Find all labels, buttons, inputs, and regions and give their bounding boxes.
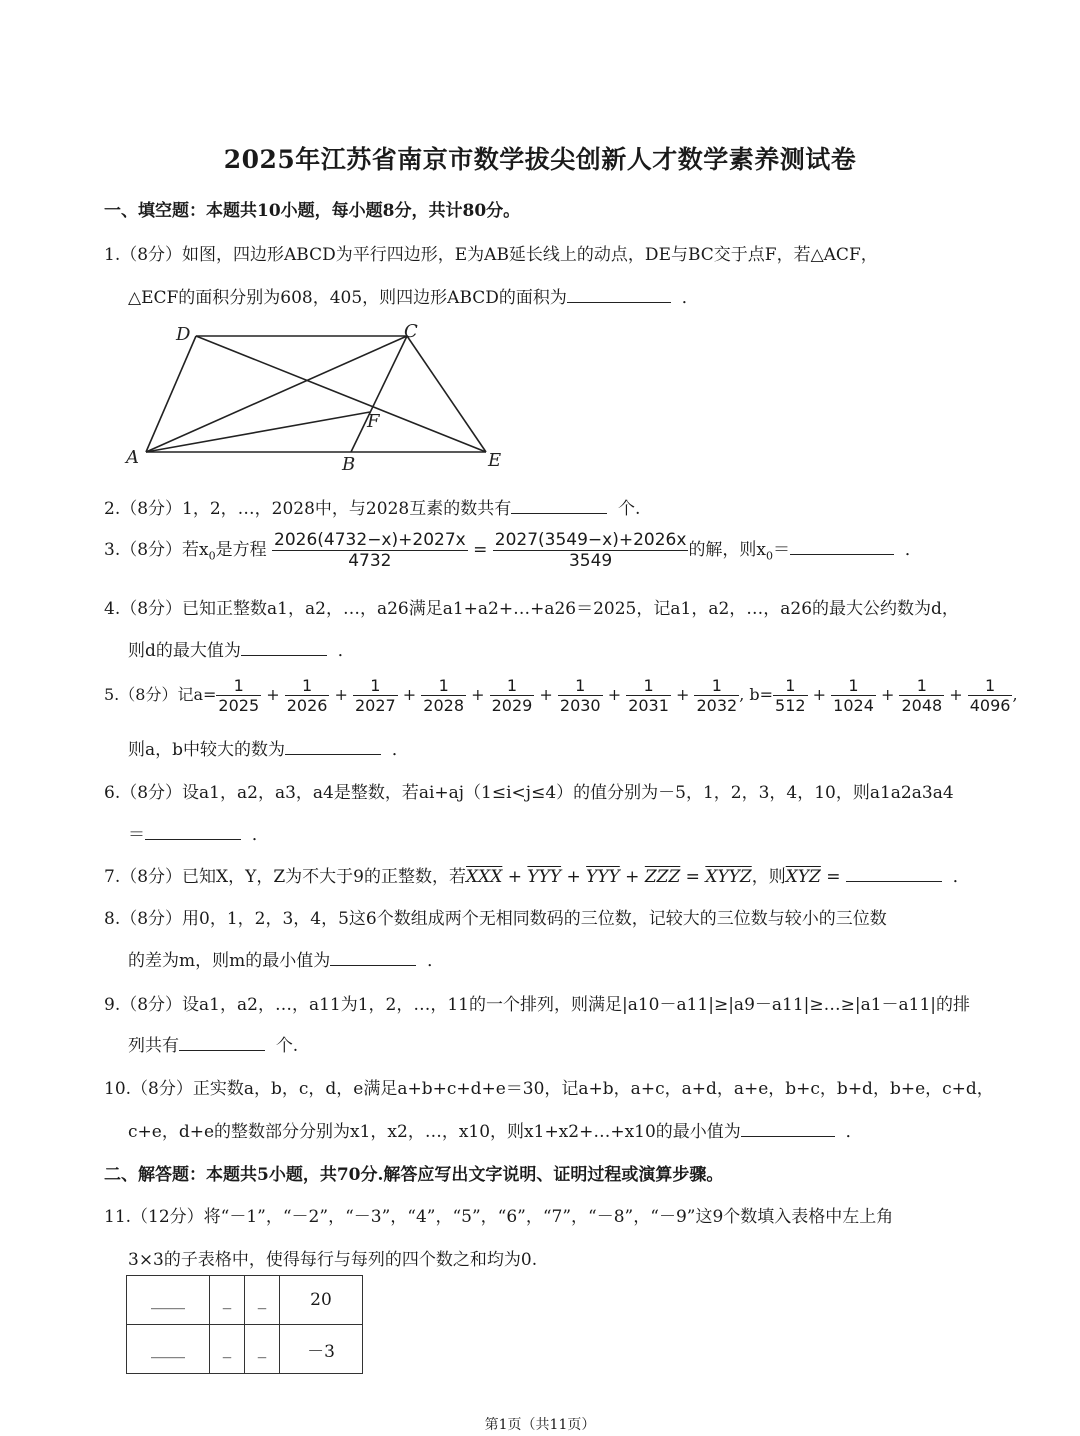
plus-sign: + xyxy=(670,685,695,704)
question-2: 2.（8分）1，2，…，2028中，与2028互素的数共有 个. xyxy=(104,499,641,519)
edge-AC xyxy=(146,336,407,452)
answer-blank-10[interactable] xyxy=(741,1120,835,1137)
answer-blank-4[interactable] xyxy=(241,639,327,656)
plus-sign: + xyxy=(534,685,558,704)
plus-sign: + xyxy=(329,685,353,704)
plus-sign: + xyxy=(261,685,285,704)
label-D: D xyxy=(176,324,191,345)
answer-blank-2[interactable] xyxy=(511,497,607,514)
section-2-heading: 二、解答题：本题共5小题，共70分.解答应写出文字说明、证明过程或演算步骤。 xyxy=(104,1165,724,1185)
answer-blank-5[interactable] xyxy=(285,738,381,755)
question-5-line-1: 5.（8分）记a= $\frac{1}{2025}$ + $\frac{1}{2026}$ + $\frac{1}{2027}$ + $\frac{1}{2028}$ + $\frac{1}{2029}$ + $\frac{1}{2030}$ + $\frac{1}{2031}$ + $\frac{1}{2032}$ , b= $\frac{1}{512}$ + $\frac{1}{1024}$ + $\frac{1}{2048}$ + $\frac{1}{4096}$ , xyxy=(104,676,1018,715)
plus-sign: + xyxy=(875,685,900,704)
b-term-fraction: $\frac{1}{2048}$ xyxy=(901,676,943,715)
edge-CE xyxy=(407,336,486,452)
a-term-fraction: $\frac{1}{2026}$ xyxy=(286,676,328,715)
answer-blank-6[interactable] xyxy=(145,823,241,840)
answer-blank-1[interactable] xyxy=(567,286,671,303)
edge-AF xyxy=(146,412,370,452)
question-6-line-1: 6.（8分）设a1，a2，a3，a4是整数，若ai+aj（1≤i<j≤4）的值分别为－5，1，2，3，4，10，则a1a2a3a4 xyxy=(104,783,954,803)
question-4-line-2: 则d的最大值为 ． xyxy=(128,641,355,661)
page-footer: 第1页（共11页） xyxy=(484,1417,596,1433)
question-10-line-1: 10.（8分）正实数a，b，c，d，e满足a+b+c+d+e＝30，记a+b，a+c，a+d，a+e，b+c，b+d，b+e，c+d， xyxy=(104,1079,994,1099)
section-1-heading: 一、填空题：本题共10小题，每小题8分，共计80分。 xyxy=(104,201,521,221)
table-row xyxy=(127,1276,363,1325)
answer-blank-7[interactable] xyxy=(846,865,942,882)
b-term-fraction: $\frac{1}{1024}$ xyxy=(833,676,874,715)
question-10-line-2: c+e，d+e的整数部分分别为x1，x2，…，x10，则x1+x2+…+x10的最小值为 ． xyxy=(128,1122,863,1142)
number-grid-table xyxy=(126,1275,363,1374)
question-3: 3.（8分）若$x_0$是方程 $\frac{2026(4732-x)+2027x}{4732}$ = $\frac{2027(3549-x)+2026x}{3549}$ 的解，则$x_0=$ ． xyxy=(104,530,922,571)
a-term-fraction: $\frac{1}{2025}$ xyxy=(218,676,260,715)
edge-AD xyxy=(146,336,196,452)
question-1-line-2: △ECF的面积分别为608，405，则四边形ABCD的面积为 ． xyxy=(128,288,699,308)
a-term-fraction: $\frac{1}{2028}$ xyxy=(423,676,465,715)
fraction-left: $\frac{2026(4732-x)+2027x}{4732}$ xyxy=(274,530,466,571)
a-term-fraction: $\frac{1}{2029}$ xyxy=(491,676,533,715)
table-cell[interactable]: _ xyxy=(245,1276,280,1325)
plus-sign: + xyxy=(397,685,422,704)
question-4-line-1: 4.（8分）已知正整数a1，a2，…，a26满足a1+a2+…+a26＝2025，记a1，a2，…，a26的最大公约数为d， xyxy=(104,599,959,619)
answer-blank-9[interactable] xyxy=(179,1034,265,1051)
question-8-line-1: 8.（8分）用0，1，2，3，4，5这6个数组成两个无相同数码的三位数，记较大的三位数与较小的三位数 xyxy=(104,909,887,929)
parallelogram-figure xyxy=(124,318,524,478)
question-7: 7.（8分）已知X，Y，Z为不大于9的正整数，若$\overline{XXX} + \overline{YYY} + \overline{YYY} + \overline{ZZZ}$ = XYYZ，则$\overline{XYZ}$ = ． xyxy=(104,867,970,887)
edge-CB xyxy=(351,336,407,452)
question-8-line-2: 的差为m，则m的最小值为 ． xyxy=(128,951,445,971)
table-row xyxy=(127,1325,363,1374)
a-term-fraction: $\frac{1}{2031}$ xyxy=(628,676,669,715)
plus-sign: + xyxy=(466,685,490,704)
answer-blank-8[interactable] xyxy=(330,949,416,966)
table-cell[interactable]: _ xyxy=(245,1325,280,1374)
label-A: A xyxy=(126,447,139,468)
table-cell[interactable]: _ xyxy=(210,1325,245,1374)
table-cell: 20 xyxy=(280,1276,363,1325)
answer-blank-3[interactable] xyxy=(790,538,894,555)
question-1-line-1: 1.（8分）如图，四边形ABCD为平行四边形，E为AB延长线上的动点，DE与BC交于点F，若△ACF， xyxy=(104,245,878,265)
question-11-line-1: 11.（12分）将“－1”，“－2”，“－3”，“4”，“5”，“6”，“7”，“－8”，“－9”这9个数填入表格中左上角 xyxy=(104,1207,894,1227)
label-C: C xyxy=(404,321,418,342)
question-5-line-2: 则a，b中较大的数为 ． xyxy=(128,740,409,760)
question-6-line-2: ＝ ． xyxy=(128,825,269,845)
table-cell[interactable]: ____ xyxy=(127,1276,210,1325)
question-1-text: △ECF的面积分别为608，405，则四边形ABCD的面积为 xyxy=(128,288,567,308)
label-E: E xyxy=(488,450,502,471)
plus-sign: + xyxy=(807,685,832,704)
page-title: 2025年江苏省南京市数学拔尖创新人才数学素养测试卷 xyxy=(223,145,857,174)
label-F: F xyxy=(367,411,380,432)
a-term-fraction: $\frac{1}{2032}$ xyxy=(696,676,738,715)
question-11-line-2: 3×3的子表格中，使得每行与每列的四个数之和均为0. xyxy=(128,1250,538,1270)
b-term-fraction: $\frac{1}{4096}$ xyxy=(969,676,1011,715)
plus-sign: + xyxy=(944,685,968,704)
plus-sign: + xyxy=(602,685,627,704)
sum-b xyxy=(773,676,1012,715)
question-9-line-2: 列共有 个. xyxy=(128,1036,299,1056)
a-term-fraction: $\frac{1}{2030}$ xyxy=(559,676,601,715)
a-term-fraction: $\frac{1}{2027}$ xyxy=(355,676,396,715)
b-term-fraction: $\frac{1}{512}$ xyxy=(775,676,806,715)
table-cell[interactable]: _ xyxy=(210,1276,245,1325)
fraction-right: $\frac{2027(3549-x)+2026x}{3549}$ xyxy=(494,530,687,571)
table-cell: －3 xyxy=(280,1325,363,1374)
question-9-line-1: 9.（8分）设a1，a2，…，a11为1，2，…，11的一个排列，则满足|a10－a11|≥|a9－a11|≥…≥|a1－a11|的排 xyxy=(104,995,971,1015)
table-cell[interactable]: ____ xyxy=(127,1325,210,1374)
label-B: B xyxy=(342,454,356,475)
